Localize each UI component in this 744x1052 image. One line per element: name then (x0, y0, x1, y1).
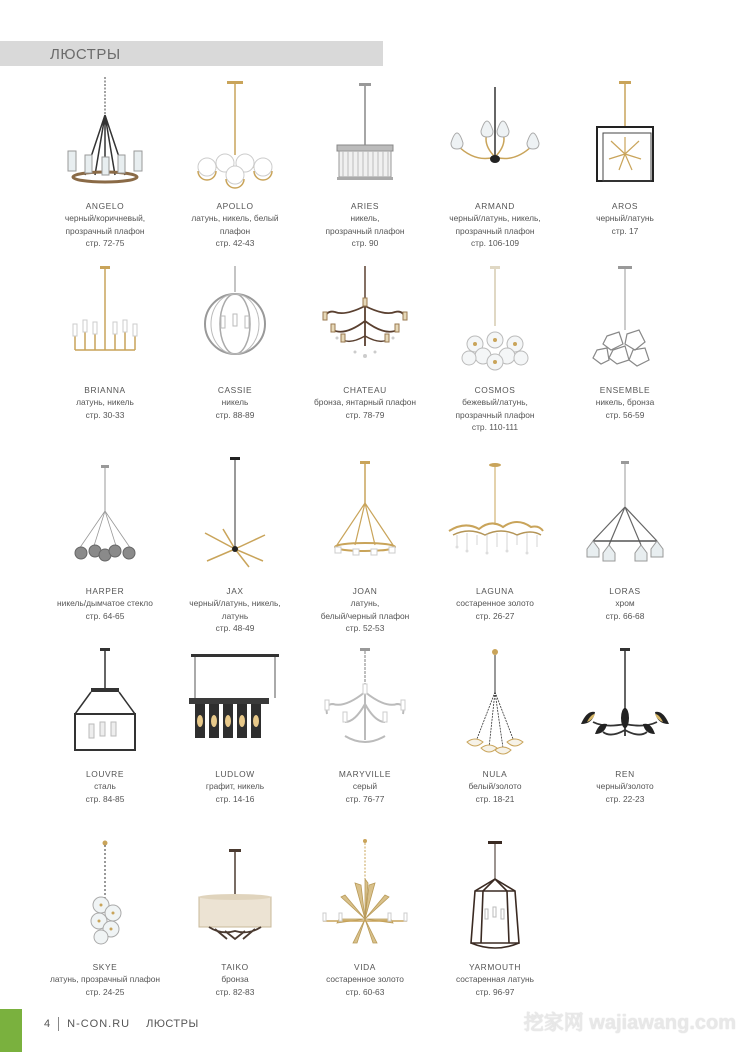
product-pages: стр. 88-89 (215, 409, 255, 420)
product-name: AROS (611, 201, 639, 211)
product-name: COSMOS (474, 385, 516, 395)
product-card-harper[interactable] (40, 457, 170, 648)
product-material: черный/коричневый, прозрачный плафон (64, 213, 146, 236)
product-material: графит, никель (205, 781, 265, 792)
product-pages: стр. 52-53 (345, 622, 385, 633)
angelo-chandelier-icon (55, 75, 155, 195)
product-caption (300, 585, 430, 634)
product-name: YARMOUTH (468, 962, 522, 972)
product-material: бежевый/латунь, прозрачный плафон (455, 397, 535, 420)
loras-chandelier-icon (575, 457, 675, 577)
product-pages: стр. 76-77 (345, 793, 385, 804)
louvre-chandelier-icon (55, 648, 155, 768)
product-pages: стр. 66-68 (605, 610, 645, 621)
product-material: латунь, никель, белый плафон (191, 213, 279, 236)
product-pages: стр. 56-59 (605, 409, 645, 420)
product-card-ensemble[interactable] (560, 266, 690, 457)
product-pages: стр. 110-111 (471, 421, 519, 432)
product-caption (40, 585, 170, 622)
product-pages: стр. 42-43 (215, 237, 255, 248)
product-card-brianna[interactable] (40, 266, 170, 457)
product-pages: стр. 48-49 (215, 622, 255, 633)
product-caption (40, 961, 170, 998)
product-material: белый/золото (468, 781, 522, 792)
product-pages: стр. 18-21 (475, 793, 515, 804)
product-caption (40, 384, 170, 421)
product-card-cosmos[interactable] (430, 266, 560, 457)
product-material: хром (615, 598, 635, 609)
product-card-maryville[interactable] (300, 648, 430, 839)
product-caption (430, 585, 560, 622)
product-name: SKYE (92, 962, 118, 972)
product-pages: стр. 90 (351, 237, 379, 248)
jax-chandelier-icon (185, 457, 285, 577)
product-row (40, 75, 690, 266)
product-material: никель/дымчатое стекло (57, 598, 153, 609)
brianna-chandelier-icon (55, 266, 155, 386)
cosmos-chandelier-icon (445, 266, 545, 386)
page-number: 4 (44, 1018, 51, 1030)
product-name: LAGUNA (475, 586, 515, 596)
product-card-aries[interactable] (300, 75, 430, 266)
product-material: черный/золото (596, 781, 654, 792)
product-name: ARIES (350, 201, 380, 211)
aries-chandelier-icon (315, 75, 415, 195)
product-name: ANGELO (85, 201, 125, 211)
product-card-angelo[interactable] (40, 75, 170, 266)
watermark: 挖家网 wajiawang.com (523, 1012, 736, 1034)
product-name: CHATEAU (343, 385, 387, 395)
product-pages: стр. 30-33 (85, 409, 125, 420)
product-card-ludlow[interactable] (170, 648, 300, 839)
product-caption (170, 200, 300, 249)
product-material: никель, прозрачный плафон (325, 213, 405, 236)
product-material: сталь (94, 781, 116, 792)
joan-chandelier-icon (315, 457, 415, 577)
section-title: ЛЮСТРЫ (50, 46, 121, 63)
skye-chandelier-icon (55, 839, 155, 959)
product-card-taiko[interactable] (170, 839, 300, 1030)
product-caption (40, 200, 170, 249)
site-link[interactable]: N-CON.RU (67, 1018, 131, 1030)
product-pages: стр. 106-109 (470, 237, 520, 248)
product-grid (40, 75, 690, 1030)
product-caption (300, 384, 430, 421)
product-material: черный/латунь (596, 213, 654, 224)
product-pages: стр. 96-97 (475, 986, 515, 997)
ren-chandelier-icon (575, 648, 675, 768)
product-card-aros[interactable] (560, 75, 690, 266)
maryville-chandelier-icon (315, 648, 415, 768)
product-name: REN (615, 769, 635, 779)
product-pages: стр. 84-85 (85, 793, 125, 804)
product-caption (40, 768, 170, 805)
product-card-cassie[interactable] (170, 266, 300, 457)
product-caption (430, 200, 560, 249)
product-material: состаренное золото (326, 974, 404, 985)
product-material: черный/латунь, никель, прозрачный плафон (449, 213, 541, 236)
product-pages: стр. 60-63 (345, 986, 385, 997)
vida-chandelier-icon (315, 839, 415, 959)
chateau-chandelier-icon (315, 266, 415, 386)
product-card-armand[interactable] (430, 75, 560, 266)
ludlow-chandelier-icon (185, 648, 285, 768)
cassie-chandelier-icon (185, 266, 285, 386)
product-name: MARYVILLE (338, 769, 392, 779)
product-name: ENSEMBLE (599, 385, 651, 395)
product-card-yarmouth[interactable] (430, 839, 560, 1030)
nula-chandelier-icon (445, 648, 545, 768)
product-material: бронза (221, 974, 249, 985)
product-material: состаренное золото (456, 598, 534, 609)
product-caption (170, 961, 300, 998)
product-caption (560, 585, 690, 622)
product-caption (300, 768, 430, 805)
product-name: APOLLO (216, 201, 254, 211)
product-caption (430, 768, 560, 805)
product-name: CASSIE (217, 385, 253, 395)
product-caption (560, 768, 690, 805)
product-name: NULA (482, 769, 508, 779)
product-caption (300, 200, 430, 249)
product-caption (300, 961, 430, 998)
apollo-chandelier-icon (185, 75, 285, 195)
product-name: ARMAND (475, 201, 515, 211)
product-name: LUDLOW (215, 769, 255, 779)
taiko-chandelier-icon (185, 839, 285, 959)
aros-chandelier-icon (575, 75, 675, 195)
product-name: TAIKO (221, 962, 249, 972)
product-caption (430, 961, 560, 998)
product-pages: стр. 14-16 (215, 793, 255, 804)
product-pages: стр. 82-83 (215, 986, 255, 997)
product-card-apollo[interactable] (170, 75, 300, 266)
product-pages: стр. 72-75 (85, 237, 125, 248)
product-name: VIDA (354, 962, 376, 972)
product-caption (430, 384, 560, 433)
product-card-laguna[interactable] (430, 457, 560, 648)
product-pages: стр. 26-27 (475, 610, 515, 621)
product-name: BRIANNA (84, 385, 126, 395)
harper-chandelier-icon (55, 457, 155, 577)
product-name: JAX (226, 586, 244, 596)
armand-chandelier-icon (445, 75, 545, 195)
product-caption (170, 585, 300, 634)
product-card-chateau[interactable] (300, 266, 430, 457)
ensemble-chandelier-icon (575, 266, 675, 386)
footer-divider (58, 1017, 59, 1031)
product-pages: стр. 22-23 (605, 793, 645, 804)
product-card-nula[interactable] (430, 648, 560, 839)
product-pages: стр. 24-25 (85, 986, 125, 997)
product-material: никель (221, 397, 249, 408)
footer (44, 1017, 199, 1031)
product-name: HARPER (85, 586, 125, 596)
product-card-louvre[interactable] (40, 648, 170, 839)
product-pages: стр. 78-79 (345, 409, 385, 420)
product-card-loras[interactable] (560, 457, 690, 648)
laguna-chandelier-icon (445, 457, 545, 577)
product-card-skye[interactable] (40, 839, 170, 1030)
product-material: латунь, белый/черный плафон (320, 598, 410, 621)
product-row (40, 266, 690, 457)
product-caption (170, 384, 300, 421)
product-material: черный/латунь, никель, латунь (189, 598, 281, 621)
product-material: бронза, янтарный плафон (313, 397, 416, 408)
product-material: состаренная латунь (455, 974, 535, 985)
product-card-ren[interactable] (560, 648, 690, 839)
product-caption (560, 200, 690, 237)
product-name: JOAN (352, 586, 378, 596)
product-material: серый (352, 781, 378, 792)
product-card-vida[interactable] (300, 839, 430, 1030)
footer-section: ЛЮСТРЫ (146, 1018, 199, 1030)
product-pages: стр. 64-65 (85, 610, 125, 621)
product-caption (170, 768, 300, 805)
product-name: LORAS (609, 586, 641, 596)
product-caption (560, 384, 690, 421)
footer-accent-bar (0, 1009, 22, 1052)
product-row (40, 839, 690, 1030)
product-card-joan[interactable] (300, 457, 430, 648)
product-row (40, 457, 690, 648)
yarmouth-chandelier-icon (445, 839, 545, 959)
product-card-jax[interactable] (170, 457, 300, 648)
product-material: латунь, никель (76, 397, 134, 408)
product-name: LOUVRE (85, 769, 125, 779)
product-row (40, 648, 690, 839)
product-material: латунь, прозрачный плафон (49, 974, 161, 985)
product-pages: стр. 17 (611, 225, 639, 236)
product-material: никель, бронза (595, 397, 655, 408)
